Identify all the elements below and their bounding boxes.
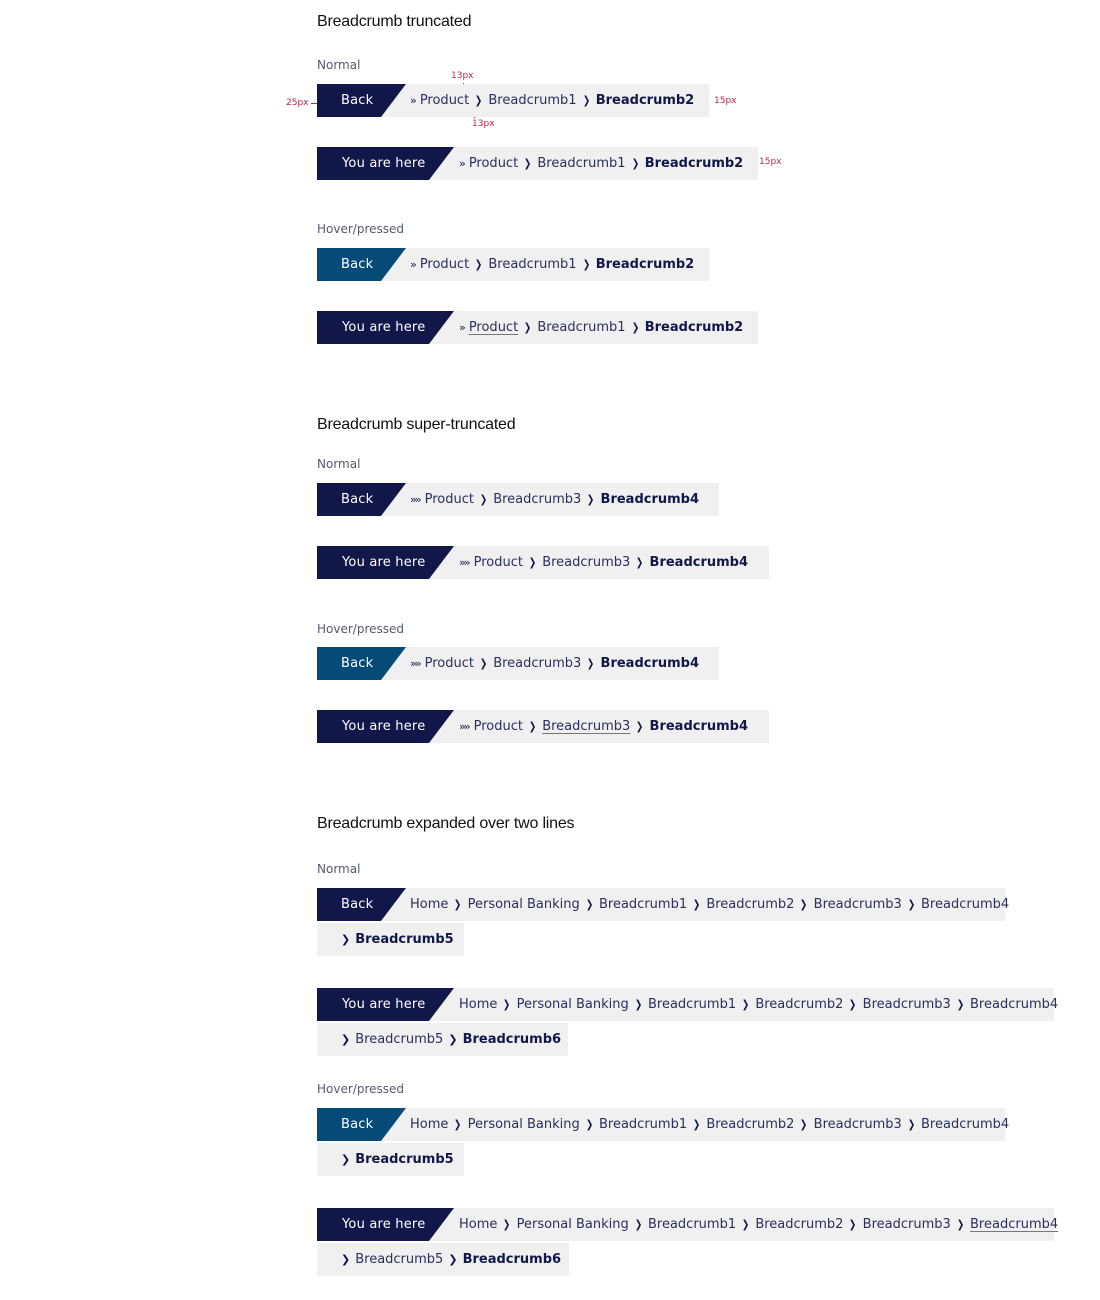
state-label-hover: Hover/pressed xyxy=(317,222,404,236)
breadcrumb-link[interactable]: Breadcrumb2 xyxy=(755,997,844,1012)
breadcrumb-second-line xyxy=(317,1143,464,1176)
chevron-right-icon: ❯ xyxy=(479,657,488,670)
double-chevron-icon[interactable]: ›› xyxy=(410,94,415,107)
breadcrumb-current: Breadcrumb6 xyxy=(462,1032,562,1047)
back-button[interactable]: Back xyxy=(317,647,381,680)
chevron-right-icon: ❯ xyxy=(341,1153,351,1166)
breadcrumb-link[interactable]: Breadcrumb1 xyxy=(537,320,626,335)
chevron-right-icon: ❯ xyxy=(475,94,483,107)
breadcrumb-link[interactable]: Breadcrumb1 xyxy=(598,897,688,912)
breadcrumb-link-product[interactable]: Product xyxy=(473,555,523,570)
annotation-15px: 15px xyxy=(714,96,737,106)
breadcrumb-current: Breadcrumb2 xyxy=(644,320,744,335)
breadcrumb-link[interactable]: Breadcrumb3 xyxy=(813,1117,902,1132)
annotation-25px: 25px xyxy=(286,98,309,108)
chevron-right-icon: ❯ xyxy=(634,998,643,1011)
chevron-right-icon: ❯ xyxy=(800,898,808,911)
chevron-right-icon: ❯ xyxy=(849,998,857,1011)
breadcrumb-link-product[interactable]: Product xyxy=(473,719,523,734)
chevron-right-icon: ❯ xyxy=(800,1118,808,1131)
breadcrumb-link[interactable]: Personal Banking xyxy=(516,997,629,1012)
breadcrumb-link[interactable]: Breadcrumb1 xyxy=(488,257,577,272)
breadcrumb-here-truncated-hover xyxy=(317,311,758,344)
chevron-right-icon: ❯ xyxy=(582,94,590,107)
breadcrumb-here-super-truncated-hover xyxy=(317,710,769,743)
annotation-13px-top: 13px xyxy=(451,71,474,81)
you-are-here-label: You are here xyxy=(317,1208,429,1241)
breadcrumb-current: Breadcrumb4 xyxy=(649,719,749,734)
breadcrumb-here-super-truncated xyxy=(317,546,769,579)
section-title-expanded: Breadcrumb expanded over two lines xyxy=(317,815,575,832)
breadcrumb-link[interactable]: Personal Banking xyxy=(516,1217,629,1232)
breadcrumb-link[interactable]: Breadcrumb4 xyxy=(921,1117,1010,1132)
breadcrumb-link[interactable]: Breadcrumb3 xyxy=(862,997,951,1012)
breadcrumb-link[interactable]: Breadcrumb3 xyxy=(542,719,631,734)
chevron-right-icon: ❯ xyxy=(636,720,644,733)
chevron-right-icon: ❯ xyxy=(849,1218,857,1231)
chevron-right-icon: ❯ xyxy=(503,998,511,1011)
chevron-right-icon: ❯ xyxy=(475,258,483,271)
breadcrumb-link-product[interactable]: Product xyxy=(424,492,474,507)
chevron-right-icon: ❯ xyxy=(636,556,644,569)
section-title-super-truncated: Breadcrumb super-truncated xyxy=(317,416,516,433)
breadcrumb-here-expanded-hover xyxy=(317,1208,1059,1241)
breadcrumb-current: Breadcrumb4 xyxy=(600,656,700,671)
state-label-hover: Hover/pressed xyxy=(317,1082,404,1096)
breadcrumb-current: Breadcrumb5 xyxy=(355,932,454,947)
chevron-right-icon: ❯ xyxy=(693,898,701,911)
back-button[interactable]: Back xyxy=(317,248,381,281)
you-are-here-label: You are here xyxy=(317,311,429,344)
chevron-right-icon: ❯ xyxy=(524,157,532,170)
breadcrumb-back-expanded-hover xyxy=(317,1108,1010,1141)
double-chevron-icon[interactable]: ›› xyxy=(459,157,464,170)
breadcrumb-link[interactable]: Breadcrumb1 xyxy=(488,93,577,108)
back-button[interactable]: Back xyxy=(317,1108,381,1141)
breadcrumb-link[interactable]: Breadcrumb1 xyxy=(647,1217,737,1232)
breadcrumb-current: Breadcrumb2 xyxy=(595,93,695,108)
breadcrumb-link[interactable]: Breadcrumb3 xyxy=(813,897,902,912)
breadcrumb-current: Breadcrumb6 xyxy=(462,1252,562,1267)
state-label-normal: Normal xyxy=(317,58,361,72)
breadcrumb-link[interactable]: Breadcrumb3 xyxy=(862,1217,951,1232)
breadcrumb-link[interactable]: Breadcrumb4 xyxy=(970,1217,1059,1232)
breadcrumb-link-home[interactable]: Home xyxy=(410,1117,449,1132)
breadcrumb-link-home[interactable]: Home xyxy=(459,1217,498,1232)
breadcrumb-link[interactable]: Breadcrumb1 xyxy=(598,1117,688,1132)
chevron-right-icon: ❯ xyxy=(631,321,639,334)
breadcrumb-current: Breadcrumb5 xyxy=(355,1152,454,1167)
breadcrumb-link[interactable]: Breadcrumb2 xyxy=(706,1117,795,1132)
annotation-15px: 15px xyxy=(759,157,782,167)
chevron-right-icon: ❯ xyxy=(634,1218,643,1231)
breadcrumb-link-product[interactable]: Product xyxy=(419,93,470,108)
quad-chevron-icon[interactable]: ›››› xyxy=(459,720,469,733)
chevron-right-icon: ❯ xyxy=(341,1253,351,1266)
chevron-right-icon: ❯ xyxy=(693,1118,701,1131)
breadcrumb-back-truncated xyxy=(317,84,709,117)
chevron-right-icon: ❯ xyxy=(454,1118,462,1131)
chevron-right-icon: ❯ xyxy=(528,556,537,569)
chevron-right-icon: ❯ xyxy=(503,1218,511,1231)
breadcrumb-link-home[interactable]: Home xyxy=(459,997,498,1012)
chevron-right-icon: ❯ xyxy=(907,1118,916,1131)
you-are-here-label: You are here xyxy=(317,710,429,743)
chevron-right-icon: ❯ xyxy=(341,933,351,946)
chevron-right-icon: ❯ xyxy=(956,998,965,1011)
chevron-right-icon: ❯ xyxy=(585,898,594,911)
chevron-right-icon: ❯ xyxy=(479,493,488,506)
breadcrumb-link[interactable]: Breadcrumb1 xyxy=(537,156,626,171)
breadcrumb-link[interactable]: Personal Banking xyxy=(467,1117,580,1132)
quad-chevron-icon[interactable]: ›››› xyxy=(410,493,420,506)
breadcrumb-current: Breadcrumb4 xyxy=(600,492,700,507)
breadcrumb-link[interactable]: Breadcrumb1 xyxy=(647,997,737,1012)
chevron-right-icon: ❯ xyxy=(448,1253,458,1266)
chevron-right-icon: ❯ xyxy=(631,157,639,170)
state-label-hover: Hover/pressed xyxy=(317,622,404,636)
double-chevron-icon[interactable]: ›› xyxy=(459,321,464,334)
breadcrumb-back-truncated-hover xyxy=(317,248,709,281)
back-button[interactable]: Back xyxy=(317,483,381,516)
chevron-right-icon: ❯ xyxy=(587,657,595,670)
breadcrumb-here-truncated xyxy=(317,147,758,180)
you-are-here-label: You are here xyxy=(317,147,429,180)
breadcrumb-link[interactable]: Breadcrumb3 xyxy=(493,656,582,671)
breadcrumb-link[interactable]: Breadcrumb2 xyxy=(755,1217,844,1232)
breadcrumb-link-product[interactable]: Product xyxy=(419,257,470,272)
breadcrumb-second-line xyxy=(317,1023,568,1056)
chevron-right-icon: ❯ xyxy=(524,321,532,334)
breadcrumb-second-line xyxy=(317,923,464,956)
back-button[interactable]: Back xyxy=(317,84,381,117)
breadcrumb-second-line xyxy=(317,1243,569,1276)
breadcrumb-back-super-truncated xyxy=(317,483,719,516)
breadcrumb-link-product[interactable]: Product xyxy=(468,156,519,171)
breadcrumb-link[interactable]: Breadcrumb5 xyxy=(355,1032,444,1047)
breadcrumb-link[interactable]: Breadcrumb4 xyxy=(921,897,1010,912)
breadcrumb-back-expanded xyxy=(317,888,1010,921)
quad-chevron-icon[interactable]: ›››› xyxy=(410,657,420,670)
state-label-normal: Normal xyxy=(317,862,361,876)
breadcrumb-link[interactable]: Breadcrumb2 xyxy=(706,897,795,912)
chevron-right-icon: ❯ xyxy=(742,1218,750,1231)
chevron-right-icon: ❯ xyxy=(742,998,750,1011)
section-title-truncated: Breadcrumb truncated xyxy=(317,13,472,30)
chevron-right-icon: ❯ xyxy=(341,1033,351,1046)
breadcrumb-back-super-truncated-hover xyxy=(317,647,719,680)
chevron-right-icon: ❯ xyxy=(585,1118,594,1131)
breadcrumb-link[interactable]: Breadcrumb3 xyxy=(542,555,631,570)
chevron-right-icon: ❯ xyxy=(528,720,537,733)
breadcrumb-link[interactable]: Breadcrumb3 xyxy=(493,492,582,507)
quad-chevron-icon[interactable]: ›››› xyxy=(459,556,469,569)
annotation-13px-bottom: 13px xyxy=(472,119,495,129)
state-label-normal: Normal xyxy=(317,457,361,471)
double-chevron-icon[interactable]: ›› xyxy=(410,258,415,271)
breadcrumb-link[interactable]: Breadcrumb5 xyxy=(355,1252,444,1267)
you-are-here-label: You are here xyxy=(317,988,429,1021)
chevron-right-icon: ❯ xyxy=(907,898,916,911)
breadcrumb-current: Breadcrumb2 xyxy=(644,156,744,171)
breadcrumb-link-product[interactable]: Product xyxy=(468,320,519,335)
breadcrumb-here-expanded xyxy=(317,988,1059,1021)
chevron-right-icon: ❯ xyxy=(956,1218,965,1231)
breadcrumb-current: Breadcrumb4 xyxy=(649,555,749,570)
breadcrumb-link-home[interactable]: Home xyxy=(410,897,449,912)
chevron-right-icon: ❯ xyxy=(582,258,590,271)
back-button[interactable]: Back xyxy=(317,888,381,921)
chevron-right-icon: ❯ xyxy=(587,493,595,506)
chevron-right-icon: ❯ xyxy=(454,898,462,911)
breadcrumb-link[interactable]: Breadcrumb4 xyxy=(970,997,1059,1012)
chevron-right-icon: ❯ xyxy=(448,1033,458,1046)
breadcrumb-link-product[interactable]: Product xyxy=(424,656,474,671)
you-are-here-label: You are here xyxy=(317,546,429,579)
breadcrumb-current: Breadcrumb2 xyxy=(595,257,695,272)
breadcrumb-link[interactable]: Personal Banking xyxy=(467,897,580,912)
